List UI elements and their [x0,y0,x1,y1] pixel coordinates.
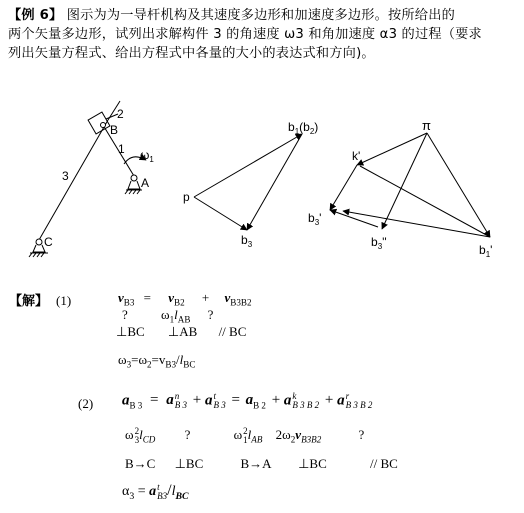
label-A: A [141,176,150,190]
pivot-A [131,175,137,181]
vector-k-b3 [330,165,357,210]
part-2-label: (2) [78,396,94,411]
example-tag: 【例 6】 [8,8,63,23]
vector-pi-b3pp [382,133,427,229]
label-p: p [183,190,190,204]
acceleration-equation: $a_{B 3} = a$ n B 3 + a t B 3 = $a_{B 2} + a$ k B 3 B 2 + a r B 3 B 2 [122,391,373,411]
vector-pi-k [357,133,427,165]
label-b1-prime: $b_1'$ [479,243,493,259]
label-C: C [44,235,53,249]
label-pi: π [422,118,431,133]
vector-p-b1 [194,134,302,197]
label-1: 1 [118,142,125,156]
velocity-directions: ⊥BC ⊥AB // BC [116,324,247,339]
solution-heading: 【解】 (1) [9,293,72,309]
velocity-equation: $v_{B3} = v_{B2} + v_{B3B2}$ [118,290,252,308]
problem-line-3: 列出矢量方程式、给出方程式中各量的大小的表达式和方向)。 [8,46,375,61]
label-b3: $b_3$ [241,233,253,249]
linkage-mechanism [29,101,146,257]
label-3: 3 [62,169,69,183]
vector-p-b3 [194,197,247,230]
label-b1b2: $b_1(b_2)$ [288,120,319,136]
line-k-b1 [360,166,490,237]
problem-line-2: 两个矢量多边形，试列出求解构件 3 的角速度 ω3 和角加速度 α3 的过程（要求 [8,27,482,42]
label-omega1: $\omega_1$ [140,148,154,164]
label-B: B [110,123,119,137]
support-A [128,181,140,189]
problem-line-1: 【例 6】 图示为为一导杆机构及其速度多边形和加速度多边形。按所给出的 [8,8,455,23]
vector-pi-b1 [427,133,490,237]
link-3 [39,120,108,240]
pivot-C [36,239,42,245]
joint-B [101,123,106,128]
velocity-polygon [194,134,302,230]
velocity-magnitudes: ? $\omega_1l_{AB}$ ? [122,307,214,325]
label-k: k' [352,149,361,163]
label-2: 2 [117,107,124,121]
acceleration-magnitudes: ω 2 3 $l_{CD}$ ? ω 2 1 $l_{AB}$ $2\omega_2v_{B3B2}$ ? [125,426,365,446]
vector-b2-b3 [247,134,302,230]
acceleration-directions: B→C ⊥BC B→A ⊥BC // BC [125,456,398,471]
alpha3-expression: $\alpha_3 = a$ t B3 $/l_{BC}$ [122,481,189,502]
vector-b1-b3 [343,211,490,237]
omega3-expression: $\omega_3=\omega_2=v_{B3}/l_{BC}$ [118,352,196,370]
label-b3-double-prime: $b_3''$ [371,235,387,251]
label-b3-prime: $b_3'$ [308,211,322,227]
